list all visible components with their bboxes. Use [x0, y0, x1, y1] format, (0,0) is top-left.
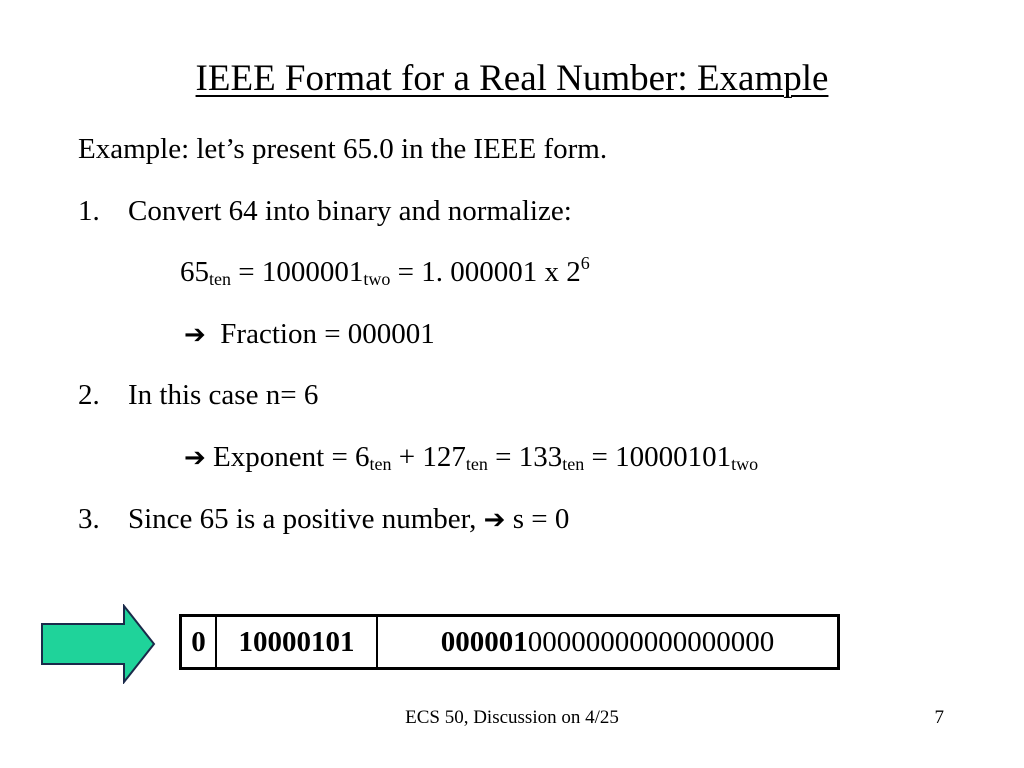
right-arrow-icon: ➔	[184, 443, 206, 473]
fraction-bits-rest: 00000000000000000	[527, 626, 775, 658]
exp-sub-3: ten	[562, 454, 585, 474]
exp-sub-2: ten	[465, 454, 488, 474]
exponent-bits-cell: 10000101	[217, 617, 378, 667]
normalize-equation	[180, 254, 590, 290]
fraction-line	[184, 316, 435, 353]
step-3	[78, 501, 569, 538]
ieee-bit-layout	[179, 614, 840, 670]
step-1-number: 1.	[78, 195, 100, 227]
step-2-number: 2.	[78, 379, 100, 411]
step-3-number: 3.	[78, 503, 100, 535]
eq-sub-ten: ten	[209, 269, 231, 289]
intro-text: Example: let’s present 65.0 in the IEEE form.	[78, 133, 608, 165]
step-1-text: Convert 64 into binary and normalize:	[128, 195, 572, 227]
exp-d: = 10000101	[584, 441, 732, 473]
fraction-bits-bold: 000001	[440, 626, 528, 658]
step-2-text: In this case n= 6	[128, 379, 319, 411]
exp-b: + 127	[391, 441, 466, 473]
fraction-text: Fraction = 000001	[220, 318, 435, 350]
page-number: 7	[934, 707, 944, 728]
footer-center: ECS 50, Discussion on 4/25	[405, 707, 619, 728]
eq-rest: = 1. 000001 x 2	[390, 256, 581, 288]
eq-mid: = 1000001	[231, 256, 364, 288]
eq-base: 65	[180, 256, 209, 288]
exp-a: Exponent = 6	[213, 441, 370, 473]
step-1	[78, 193, 572, 229]
fraction-bits-cell	[378, 617, 837, 667]
eq-exponent: 6	[580, 253, 590, 273]
exponent-line	[184, 439, 758, 476]
right-arrow-icon: ➔	[184, 320, 206, 350]
slide-title: IEEE Format for a Real Number: Example	[195, 58, 829, 99]
step-3-result: s = 0	[512, 503, 570, 535]
step-2	[78, 377, 318, 413]
step-3-text: Since 65 is a positive number,	[128, 503, 477, 535]
exp-sub-1: ten	[369, 454, 392, 474]
exp-c: = 133	[487, 441, 563, 473]
right-arrow-icon: ➔	[483, 505, 506, 535]
exp-sub-4: two	[731, 454, 759, 474]
sign-bit-cell: 0	[182, 617, 217, 667]
block-arrow-icon	[40, 604, 156, 684]
eq-sub-two: two	[363, 269, 391, 289]
